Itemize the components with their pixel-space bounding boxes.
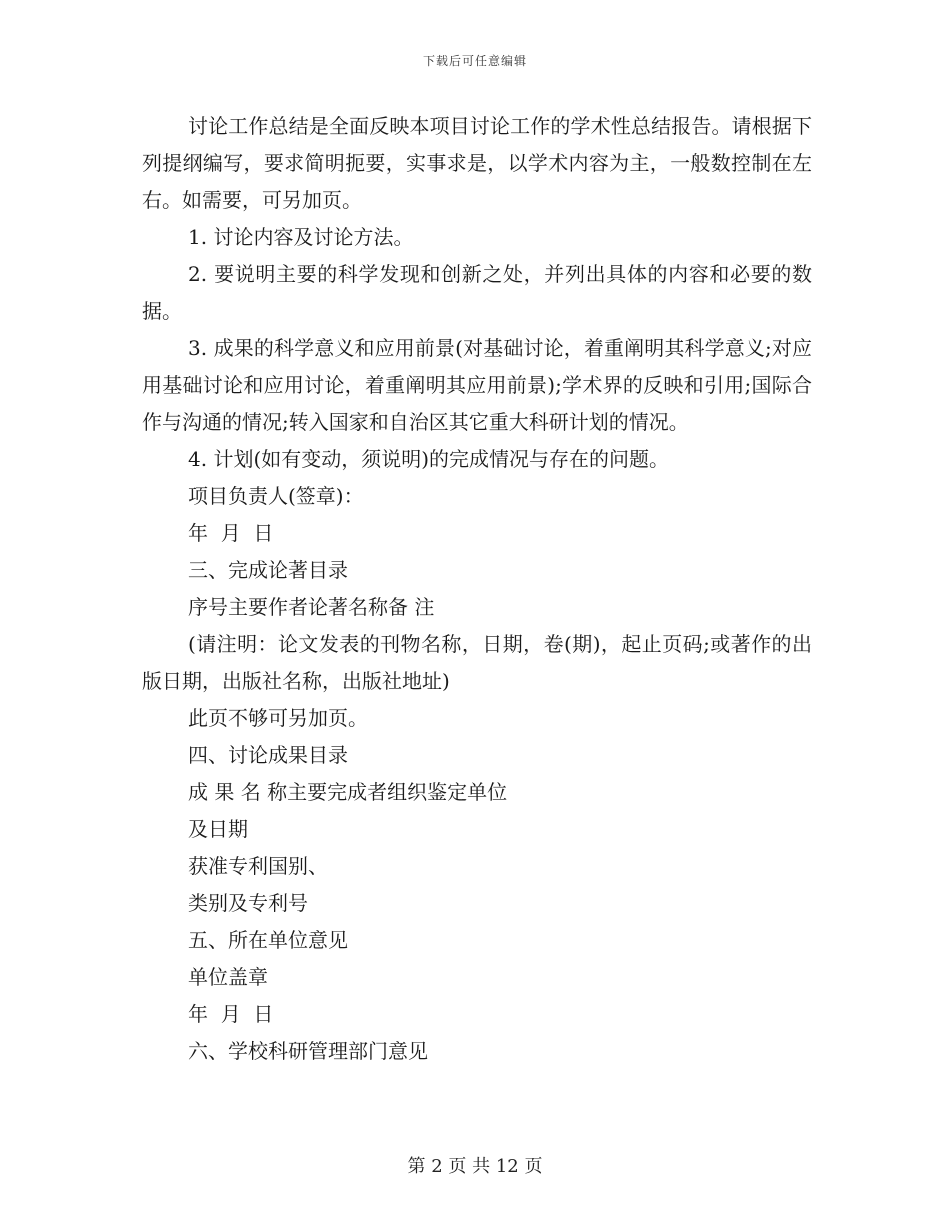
section-3-heading: 三、完成论著目录 — [188, 558, 348, 582]
item-1-paragraph: 1. 讨论内容及讨论方法。 — [188, 225, 414, 249]
date-line-2: 年 月 日 — [188, 1002, 274, 1026]
document-body — [142, 108, 812, 1070]
unit-seal-line: 单位盖章 — [188, 965, 268, 989]
section-4-heading: 四、讨论成果目录 — [188, 743, 348, 767]
item-4-paragraph: 4. 计划(如有变动，须说明)的完成情况与存在的问题。 — [188, 447, 670, 471]
section-5-heading: 五、所在单位意见 — [188, 928, 348, 952]
section-6-heading: 六、学校科研管理部门意见 — [188, 1039, 428, 1063]
results-table-header: 成 果 名 称主要完成者组织鉴定单位 — [188, 780, 508, 804]
results-table-header-date: 及日期 — [188, 817, 248, 841]
item-3-paragraph: 3. 成果的科学意义和应用前景(对基础讨论，着重阐明其科学意义;对应用基础讨论和应用讨论，着重阐明其应用前景);学术界的反映和引用;国际合作与沟通的情况;转入国家和自治区其它重大科研计划的情况。 — [142, 336, 812, 434]
publication-note: (请注明：论文发表的刊物名称，日期，卷(期)，起止页码;或著作的出版日期，出版社名称，出版社地址) — [142, 632, 812, 693]
item-2-paragraph: 2. 要说明主要的科学发现和创新之处，并列出具体的内容和必要的数据。 — [142, 262, 812, 323]
publication-table-header: 序号主要作者论著名称备 注 — [188, 595, 435, 619]
date-line: 年 月 日 — [188, 521, 274, 545]
project-leader-signature-line: 项目负责人(签章)： — [188, 484, 364, 508]
intro-paragraph: 讨论工作总结是全面反映本项目讨论工作的学术性总结报告。请根据下列提纲编写，要求简明扼要，实事求是，以学术内容为主，一般数控制在左右。如需要，可另加页。 — [142, 114, 812, 212]
header-note: 下载后可任意编辑 — [422, 54, 527, 68]
extra-page-note: 此页不够可另加页。 — [188, 706, 368, 730]
page-number: 第 2 页 共 12 页 — [407, 1156, 543, 1177]
patent-country-label: 获准专利国别、 — [188, 854, 328, 878]
patent-type-label: 类别及专利号 — [188, 891, 308, 915]
